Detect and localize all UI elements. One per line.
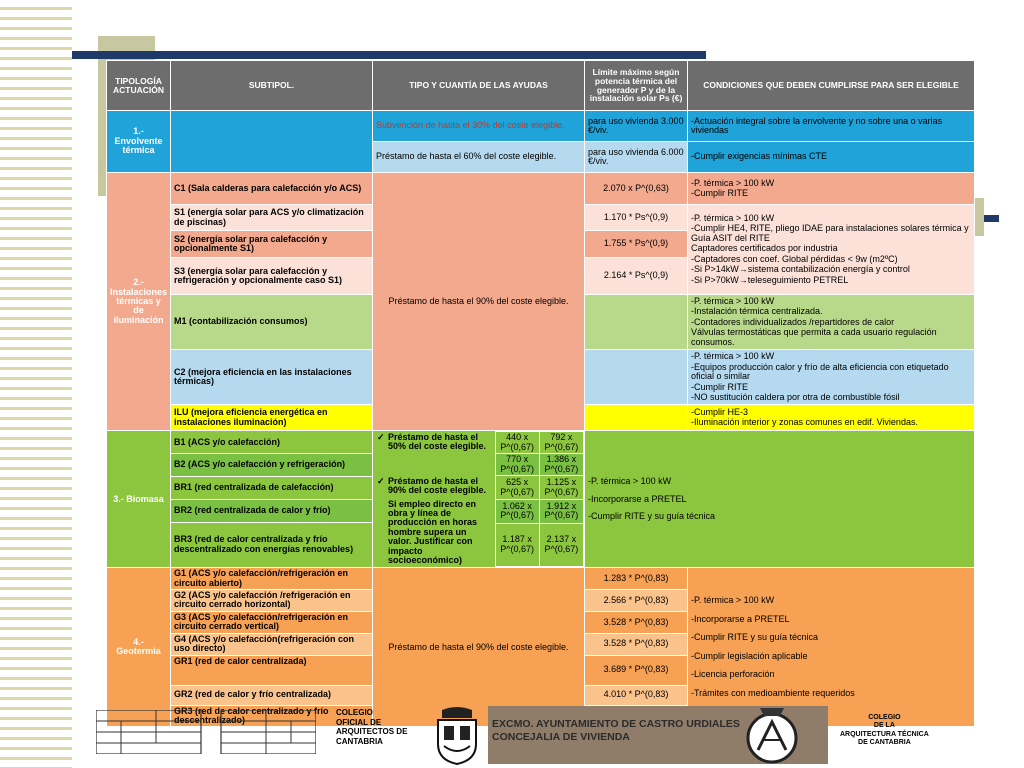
header-condiciones: CONDICIONES QUE DEBEN CUMPLIRSE PARA SER ELEGIBLE [688, 61, 975, 111]
instalaciones-sub: C2 (mejora eficiencia en las instalaciones térmicas) [171, 350, 373, 405]
header-row [107, 61, 975, 111]
instalaciones-limit [585, 405, 688, 431]
cond-line: -P. térmica > 100 kW [588, 476, 672, 487]
cond-line: -Cumplir HE4, RITE, pliego IDAE para instalaciones solares térmica y Guía ASIT del RITE [691, 223, 969, 243]
cond-line: -Incorporarse a PRETEL [588, 493, 687, 504]
envolvente-aid-2: Préstamo de hasta el 60% del coste elegible. [373, 142, 585, 173]
coat-line: DE LA [873, 722, 895, 730]
geotermia-row [107, 568, 975, 590]
biomasa-aid-grid [373, 431, 584, 567]
biomasa-row [107, 431, 975, 454]
biomasa-cond [585, 431, 975, 568]
instalaciones-row [107, 173, 975, 205]
biomasa-limit-90: 1.912 x P^(0,67) [539, 499, 583, 523]
geotermia-sub: GR3 (red de calor centralizado y frío descentralizado) [171, 705, 373, 727]
header-subtipologia: SUBTIPOL. [171, 61, 373, 111]
coa-line: OFICIAL DE [336, 717, 382, 727]
ayto-line: CONCEJALIA DE VIVIENDA [492, 730, 630, 743]
instalaciones-sub: S3 (energía solar para calefacción y refrigeración y opcionalmente caso S1) [171, 258, 373, 295]
biomasa-note: Si empleo directo en obra y línea de producción en horas hombre supera un valor. Justificar con impacto socioeconómico) [388, 498, 478, 566]
instalaciones-sub: ILU (mejora eficiencia energética en instalaciones iluminación) [171, 405, 373, 431]
biomasa-aid-90-cell [373, 476, 495, 567]
cond-line: -Instalación térmica centralizada. [691, 306, 823, 317]
envolvente-cond-1: -Actuación integral sobre la envolvente y no sobre una o varias viviendas [688, 111, 975, 142]
geotermia-limit: 3.689 * P^(0,83) [585, 655, 688, 685]
cond-line: -P. térmica > 100 kW [691, 351, 775, 362]
instalaciones-sub: C1 (Sala calderas para calefacción y/o ACS) [171, 173, 373, 205]
biomasa-sub: B2 (ACS y/o calefacción y refrigeración) [171, 454, 373, 477]
biomasa-limit-50: 770 x P^(0,67) [495, 454, 539, 476]
coa-line: ARQUITECTOS DE [336, 727, 408, 737]
biomasa-limit-90: 1.125 x P^(0,67) [539, 476, 583, 500]
cond-line: -Cumplir RITE y su guía técnica [691, 632, 819, 643]
instalaciones-cond-ilu [688, 405, 975, 431]
envolvente-label: 1.- Envolvente térmica [107, 111, 171, 173]
cond-line: -Captadores con coef. Global pérdidas < 9w (m2ºC) [691, 253, 898, 264]
biomasa-aid-90: ✓ Préstamo de hasta el 90% del coste elegible. [388, 477, 492, 496]
coa-logo-lines [96, 710, 316, 754]
ayto-line: EXCMO. AYUNTAMIENTO DE CASTRO URDIALES [492, 718, 740, 730]
coat-emblem-icon [740, 702, 804, 766]
cond-line: -Cumplir RITE y su guía técnica [588, 510, 716, 521]
decor-block [974, 198, 984, 236]
instalaciones-sub: S2 (energía solar para calefacción y opcionalmente S1) [171, 231, 373, 258]
biomasa-aid-50: ✓ Préstamo de hasta el 50% del coste elegible. [388, 433, 492, 452]
geotermia-limit: 1.283 * P^(0,83) [585, 568, 688, 590]
decor-bar [984, 215, 999, 222]
instalaciones-limit: 2.070 x P^(0,63) [585, 173, 688, 205]
cond-line: -Cumplir RITE [691, 188, 749, 198]
biomasa-aid-50-cell [373, 432, 495, 476]
instalaciones-sub: M1 (contabilización consumos) [171, 295, 373, 350]
geotermia-sub: GR2 (red de calor y frío centralizada) [171, 685, 373, 705]
envolvente-limit-2: para uso vivienda 6.000 €/viv. [585, 142, 688, 173]
coa-text [336, 708, 407, 746]
instalaciones-cond-m1 [688, 295, 975, 350]
envolvente-limit-1: para uso vivienda 3.000 €/viv. [585, 111, 688, 142]
geotermia-limit: 3.528 * P^(0,83) [585, 633, 688, 655]
instalaciones-limit: 1.170 * Ps^(0,9) [585, 205, 688, 231]
cond-line: -Cumplir RITE [691, 381, 749, 392]
biomasa-limit-90: 2.137 x P^(0,67) [539, 523, 583, 566]
cond-line: -P. térmica > 100 kW [691, 296, 775, 306]
cond-line: -Si P>14kW→sistema contabilización energía y control [691, 264, 910, 275]
header-tipo-ayuda: TIPO Y CUANTÍA DE LAS AYUDAS [373, 61, 585, 111]
instalaciones-limit [585, 295, 688, 350]
biomasa-sub: B1 (ACS y/o calefacción) [171, 431, 373, 454]
biomasa-sub: BR2 (red centralizada de calor y frío) [171, 499, 373, 522]
coat-line: COLEGIO [868, 714, 901, 721]
geotermia-sub: G4 (ACS y/o calefacción(refrigeración con uso directo) [171, 633, 373, 655]
geotermia-limit: 2.566 * P^(0,83) [585, 589, 688, 611]
geotermia-label: 4.- Geotermia [107, 568, 171, 727]
instalaciones-limit: 1.755 * Ps^(0,9) [585, 231, 688, 258]
envolvente-aid-1: Subvención de hasta el 30% del coste elegible. [373, 111, 585, 142]
biomasa-limit-50: 1.187 x P^(0,67) [495, 523, 539, 566]
cond-line: -Trámites con medioambiente requeridos [691, 687, 855, 698]
coat-line: DE CANTABRIA [858, 739, 911, 747]
biomasa-limit-90: 792 x P^(0,67) [539, 432, 583, 454]
instalaciones-sub: S1 (energía solar para ACS y/o climatización de piscinas) [171, 205, 373, 231]
biomasa-sub: BR3 (red de calor centralizada y frío descentralizado con energías renovables) [171, 522, 373, 568]
cond-line: Captadores certificados por industria [691, 243, 838, 254]
instalaciones-label: 2.- Instalaciones térmicas y de iluminación [107, 173, 171, 431]
cond-line: -Licencia perforación [691, 669, 775, 680]
geotermia-limit: 3.528 * P^(0,83) [585, 611, 688, 633]
biomasa-limit-50: 625 x P^(0,67) [495, 476, 539, 500]
biomasa-aid-list [376, 477, 492, 496]
cond-line: -P. térmica > 100 kW [691, 595, 775, 606]
cond-line: -Si P>70kW→teleseguimiento PETREL [691, 274, 849, 285]
coa-line: CANTABRIA [336, 736, 383, 746]
biomasa-aid [373, 431, 585, 568]
geotermia-sub: G1 (ACS y/o calefacción/refrigeración en circuito abierto) [171, 568, 373, 590]
cond-line: -Incorporarse a PRETEL [691, 613, 790, 624]
geotermia-limit: 4.010 * P^(0,83) [585, 685, 688, 705]
castro-shield-icon [432, 704, 482, 766]
cond-line: -Cumplir legislación aplicable [691, 650, 808, 661]
cond-line: -Contadores individualizados /repartidores de calor [691, 316, 895, 327]
footer-logos [90, 700, 1024, 768]
aid-table [106, 60, 975, 727]
instalaciones-cond-c1 [688, 173, 975, 205]
cond-line: -Cumplir HE-3 [691, 406, 749, 417]
coat-line: ARQUITECTURA TÉCNICA [840, 730, 929, 738]
decor-bar [72, 51, 706, 59]
cond-line: Válvulas termostáticas que permita a cada usuario regulación consumos. [691, 327, 937, 347]
cond-line: -Iluminación interior y zonas comunes en edif. Viviendas. [691, 417, 918, 428]
instalaciones-aid: Préstamo de hasta el 90% del coste elegible. [373, 173, 585, 431]
instalaciones-limit [585, 350, 688, 405]
biomasa-sub: BR1 (red centralizada de calefacción) [171, 476, 373, 499]
biomasa-limit-90: 1.386 x P^(0,67) [539, 454, 583, 476]
header-tipologia: TIPOLOGÍA ACTUACIÓN [107, 61, 171, 111]
biomasa-label: 3.- Biomasa [107, 431, 171, 568]
cond-line: -P. térmica > 100 kW [691, 177, 775, 188]
coa-line: COLEGIO [336, 708, 373, 717]
biomasa-aid-list [376, 433, 492, 452]
instalaciones-limit: 2.164 * Ps^(0,9) [585, 258, 688, 295]
geotermia-sub: G2 (ACS y/o calefacción /refrigeración en circuito cerrado horizontal) [171, 589, 373, 611]
geotermia-sub: G3 (ACS y/o calefacción/refrigeración en circuito cerrado vertical) [171, 611, 373, 633]
envolvente-cond-2: -Cumplir exigencias mínimas CTE [688, 142, 975, 173]
envolvente-row [107, 111, 975, 142]
striped-margin [0, 0, 72, 768]
cond-line: -P. térmica > 100 kW [691, 212, 775, 223]
coat-text [840, 714, 929, 748]
cond-line: -Equipos producción calor y frío de alta eficiencia con etiquetado oficial o similar [691, 361, 949, 382]
biomasa-limit-50: 440 x P^(0,67) [495, 432, 539, 454]
envolvente-subtipo [171, 111, 373, 173]
header-limite: Límite máximo según potencia térmica del generador P y de la instalación solar Ps (€) [585, 61, 688, 111]
cond-line: -NO sustitución caldera por otra de combustible fósil [691, 391, 900, 402]
instalaciones-cond-solar [688, 205, 975, 295]
geotermia-sub: GR1 (red de calor centralizada) [171, 655, 373, 685]
geotermia-aid: Préstamo de hasta el 90% del coste elegible. [373, 568, 585, 727]
biomasa-limit-50: 1.062 x P^(0,67) [495, 499, 539, 523]
instalaciones-cond-c2 [688, 350, 975, 405]
